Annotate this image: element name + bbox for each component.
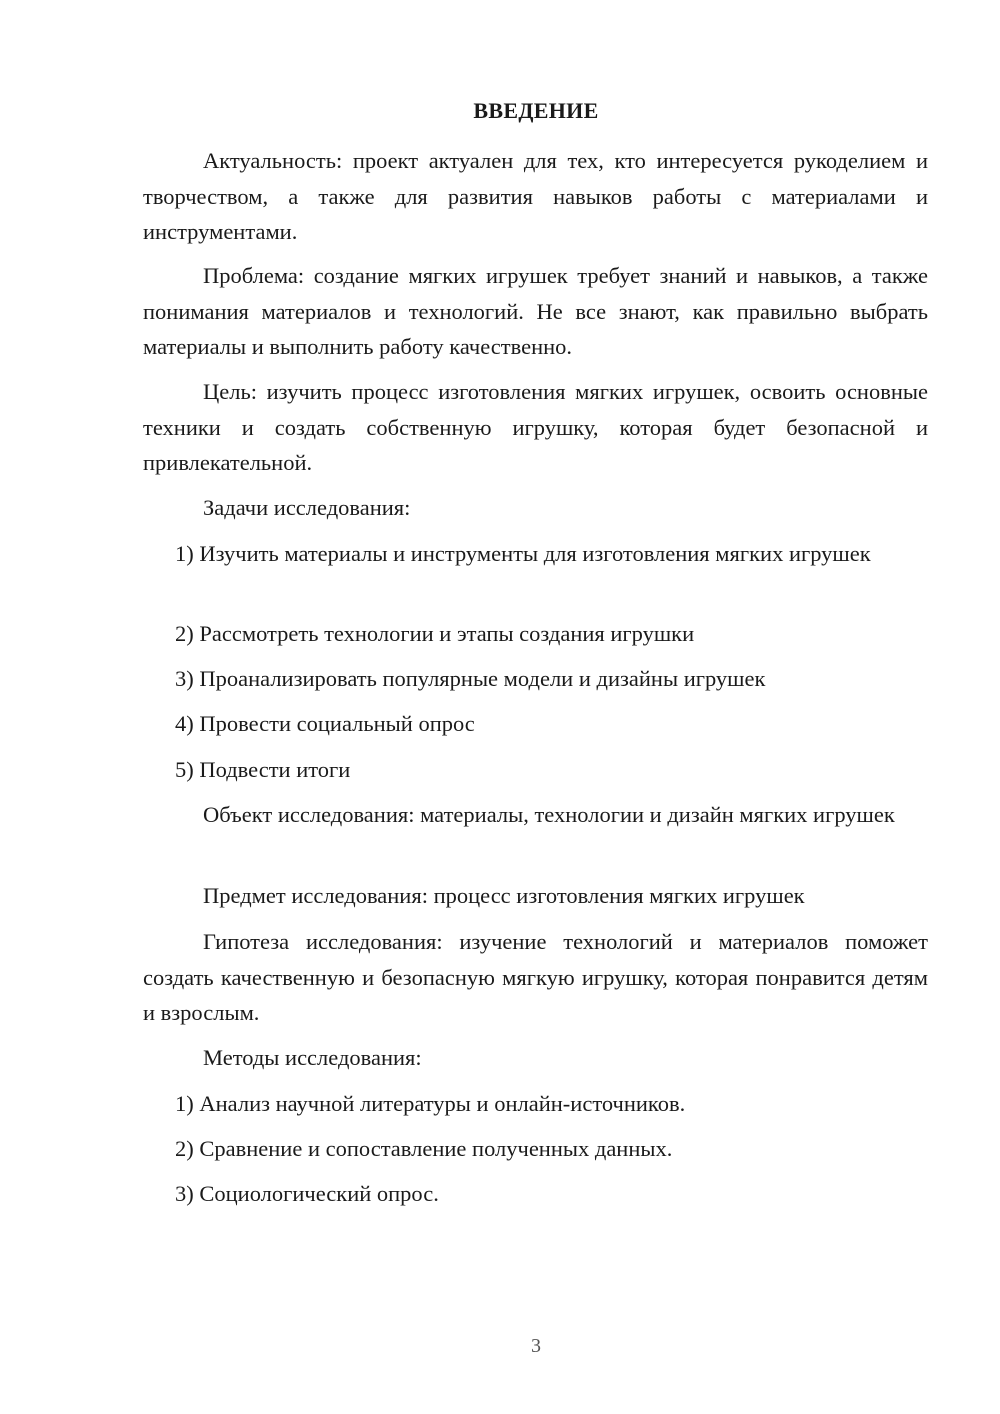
tasks-heading: Задачи исследования: [203, 495, 411, 520]
page-title: ВВЕДЕНИЕ [473, 98, 599, 123]
task-item-2: 2) Рассмотреть технологии и этапы создания игрушки [175, 621, 695, 646]
page-number: 3 [531, 1335, 541, 1357]
task-item-3: 3) Проанализировать популярные модели и дизайны игрушек [175, 666, 766, 691]
subject-paragraph: Предмет исследования: процесс изготовления мягких игрушек [203, 883, 805, 908]
task-item-5: 5) Подвести итоги [175, 757, 351, 782]
relevance-paragraph: Актуальность: проект актуален для тех, кто интересуется рукоделием и творчеством, а также для развития навыков работы с материалами и инструментами. [143, 148, 928, 244]
method-item-3: 3) Социологический опрос. [175, 1181, 439, 1206]
methods-heading: Методы исследования: [203, 1045, 422, 1070]
problem-paragraph: Проблема: создание мягких игрушек требует знаний и навыков, а также понимания материалов и технологий. Не все знают, как правильно выбрать материалы и выполнить работу качественно. [143, 263, 928, 359]
task-item-4: 4) Провести социальный опрос [175, 711, 475, 736]
hypothesis-paragraph: Гипотеза исследования: изучение технологий и материалов поможет создать качественную и безопасную мягкую игрушку, которая понравится детям и взрослым. [143, 929, 928, 1025]
method-item-2: 2) Сравнение и сопоставление полученных данных. [175, 1136, 673, 1161]
object-paragraph: Объект исследования: материалы, технологии и дизайн мягких игрушек [203, 802, 895, 827]
goal-paragraph: Цель: изучить процесс изготовления мягких игрушек, освоить основные техники и создать собственную игрушку, которая будет безопасной и привлекательной. [143, 379, 928, 475]
method-item-1: 1) Анализ научной литературы и онлайн-источников. [175, 1091, 686, 1116]
task-item-1: 1) Изучить материалы и инструменты для изготовления мягких игрушек [175, 541, 871, 566]
